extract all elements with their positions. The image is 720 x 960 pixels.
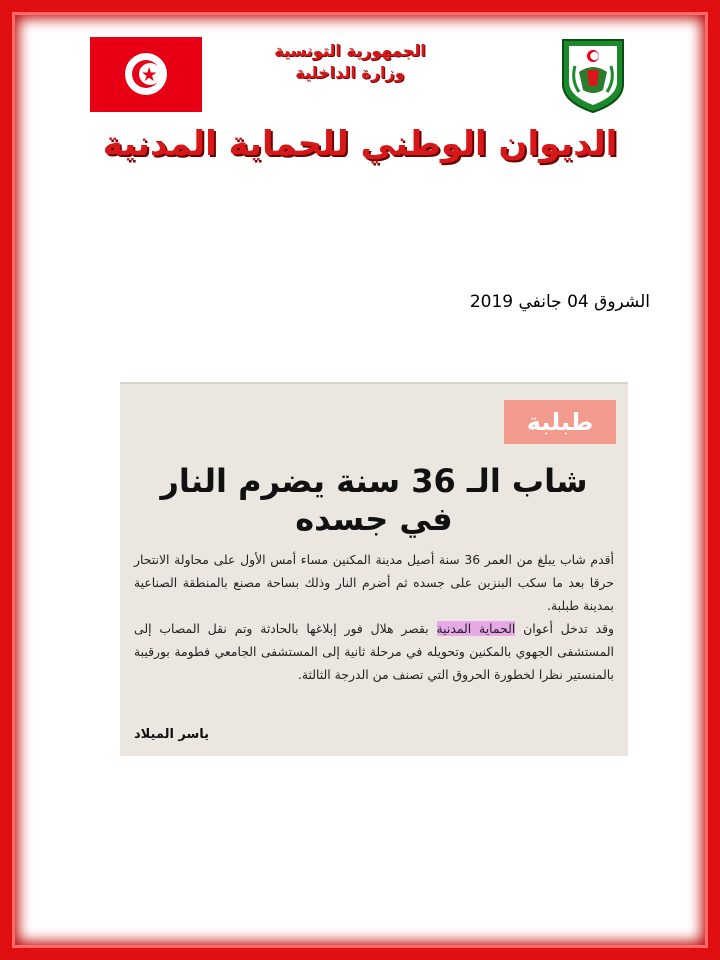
republic-label: الجمهورية التونسية	[274, 41, 426, 60]
article-paragraph-1: أقدم شاب يبلغ من العمر 36 سنة أصيل مدينة المكنين مساء أمس الأول على محاولة الانتحار حرقا بعد ما سكب البنزين على جسده ثم أضرم النار وذلك بساحة مصنع بالمنطقة الصناعية بمدينة طبلبة.	[134, 552, 614, 613]
paragraph-2-start: وقد تدخل أعوان	[515, 621, 614, 636]
ministry-label: وزارة الداخلية	[295, 63, 405, 82]
paragraph-2-end: بقصر هلال فور إبلاغها بالحادثة وتم نقل المصاب إلى المستشفى الجهوي بالمكنين وتحويله في مرحلة ثانية إلى المستشفى الجامعي فطومة بورقيبة بالمنستير نظرا لخطورة الحروق التي تصنف من الدرجة الثالثة.	[134, 621, 614, 682]
publication-date: الشروق 04 جانفي 2019	[469, 292, 650, 312]
office-title: الديوان الوطني للحماية المدنية	[102, 124, 618, 164]
article-body	[134, 548, 614, 686]
ministry-header	[250, 40, 450, 84]
article-paragraph-2	[134, 617, 614, 686]
article-author: ياسر الميلاد	[134, 727, 210, 742]
tunisia-flag-icon	[90, 37, 202, 112]
highlighted-civil-protection: الحماية المدنية	[436, 621, 516, 636]
civil-protection-emblem-icon	[557, 36, 629, 114]
region-tag: طبلبة	[504, 400, 616, 444]
article-headline: شاب الـ 36 سنة يضرم النار في جسده	[160, 462, 588, 538]
newspaper-clipping	[120, 382, 628, 756]
